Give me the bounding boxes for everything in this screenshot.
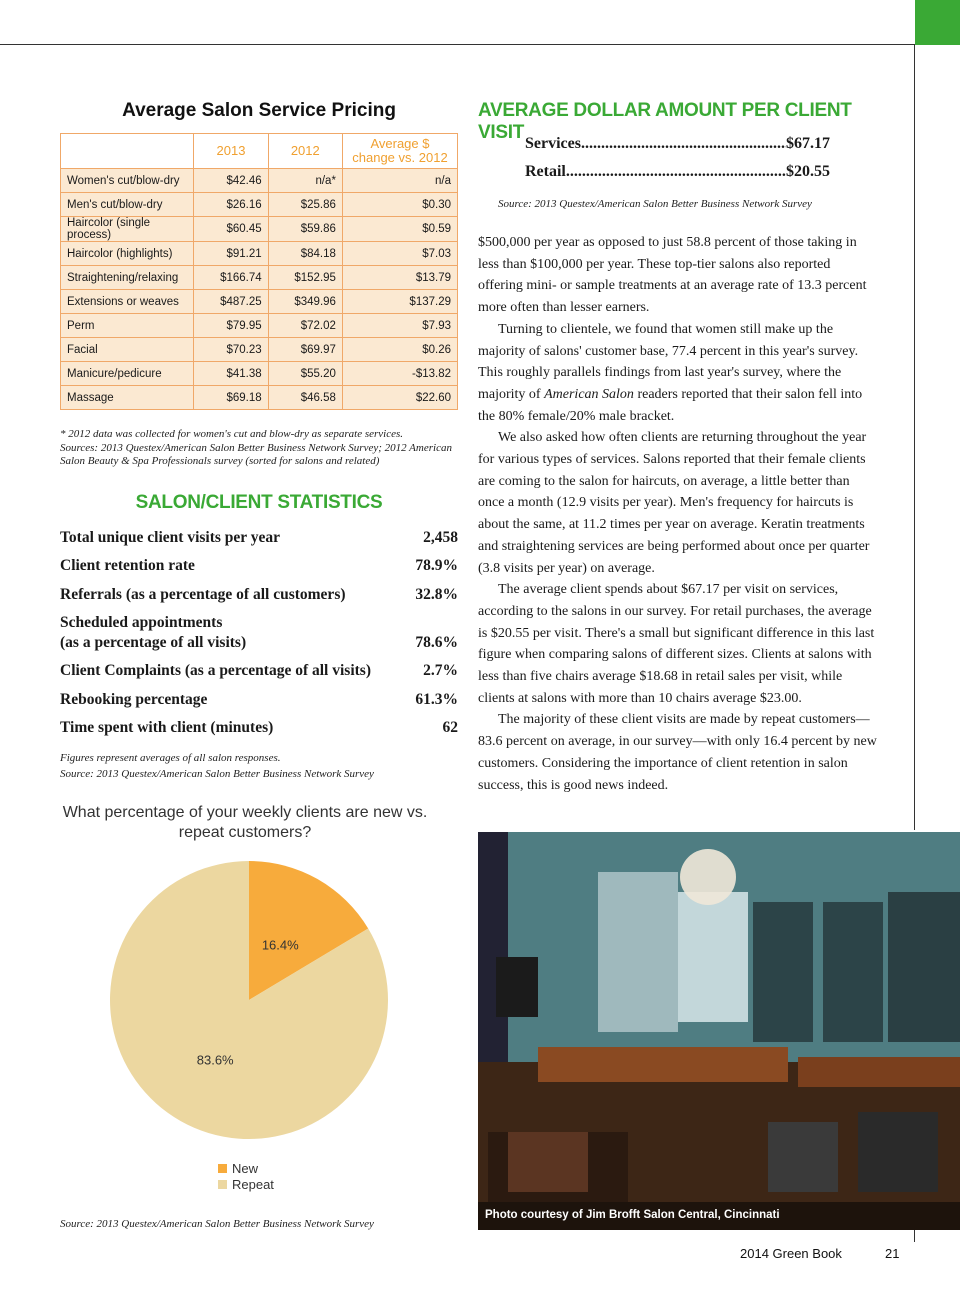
article-text: readers reported that their salon fell into the 80% female/20% male bracket. [478,386,863,424]
table-row [61,242,458,266]
service-name: Perm [61,314,194,338]
stat-value: 32.8% [415,586,458,603]
pricing-table [60,133,458,410]
price-change: $7.93 [342,314,457,338]
pricing-header-change: Average $ change vs. 2012 [342,134,457,169]
pricing-header-2013: 2013 [194,134,268,169]
stat-value: 78.6% [415,634,458,651]
price-2013: $41.38 [194,362,268,386]
stat-value: 2,458 [423,529,458,546]
stat-value: 2.7% [423,662,458,679]
stat-row [60,690,458,710]
pricing-footnote: * 2012 data was collected for women's cut and blow-dry as separate services. [60,428,404,440]
stat-label-line1: Scheduled appointments [60,614,223,631]
service-name: Manicure/pedicure [61,362,194,386]
right-rule-bottom [914,1230,915,1242]
table-row [61,314,458,338]
price-change: $0.26 [342,338,457,362]
price-2012: $72.02 [268,314,342,338]
stat-label: Client Complaints (as a percentage of all visits) [60,662,371,679]
article-text: Turning to clientele, we found that women still make up the majority of salons' customer base, 77.4 percent in this year's survey. This roughly parallels findings from last year's survey, where the majority of [478,321,859,402]
table-row [61,193,458,217]
price-2012: $46.58 [268,386,342,410]
price-2013: $79.95 [194,314,268,338]
article-paragraph: We also asked how often clients are returning throughout the year for various types of services. Salons reported that their female clients are coming to the salon for haircuts, on average, a little better than once a month (12.9 visits per year). Men's frequency for haircuts is about the same, at 11.2 times per year on average. Keratin treatments and straightening services are being performed about once per quarter (3.8 visits per year) on average. [478,430,870,576]
legend-label-repeat: Repeat [232,1177,274,1192]
article-italic-title: American Salon [544,386,634,402]
stat-label: Referrals (as a percentage of all customers) [60,586,346,603]
stat-row [60,556,458,576]
article-paragraph [478,319,878,428]
leader-dots [581,135,786,153]
stats-source: Source: 2013 Questex/American Salon Better Business Network Survey [60,768,374,780]
price-2012: $84.18 [268,242,342,266]
article-paragraph: The average client spends about $67.17 per visit on services, according to the salons in our survey. For retail purchases, the average is $20.55 per visit. There's a small but significant difference in this last figure when comparing salons of different sizes. Clients at salons with less than five chairs average $18.68 in retail sales per visit, while clients at salons with more than 10 chairs average $23.00. [478,582,875,706]
pie-label-repeat: 83.6% [196,1052,234,1068]
price-2013: $166.74 [194,266,268,290]
leader-dots [566,163,786,181]
price-2012: $152.95 [268,266,342,290]
top-rule [0,44,915,45]
price-2013: $487.25 [194,290,268,314]
legend-label-new: New [232,1161,259,1176]
avg-visit-source: Source: 2013 Questex/American Salon Better Business Network Survey [498,198,812,210]
table-row [61,266,458,290]
price-2012: $25.86 [268,193,342,217]
avg-services-value: $67.17 [786,135,830,152]
pricing-header-blank [61,134,194,169]
price-2012: $349.96 [268,290,342,314]
page-number: 21 [885,1246,900,1261]
green-corner-tab [915,0,960,45]
service-name: Haircolor (single process) [61,217,194,242]
pie-legend [218,1161,274,1193]
stat-label: Total unique client visits per year [60,529,281,546]
service-name: Massage [61,386,194,410]
price-2013: $91.21 [194,242,268,266]
price-change: $7.03 [342,242,457,266]
service-name: Extensions or weaves [61,290,194,314]
legend-swatch-repeat [218,1180,227,1189]
table-row [61,217,458,242]
stat-value: 62 [442,719,458,736]
pie-source: Source: 2013 Questex/American Salon Better Business Network Survey [60,1218,374,1230]
price-2013: $69.18 [194,386,268,410]
avg-services-line [525,135,830,153]
article-paragraph: $500,000 per year as opposed to just 58.8 percent of those taking in less than $100,000 per year. These top-tier salons also reported offering mini- or sample treatments at an average rate of 13.3 percent more often than lesser earners. [478,235,867,316]
stat-value: 61.3% [415,691,458,708]
price-2013: $26.16 [194,193,268,217]
stat-value: 78.9% [415,557,458,574]
service-name: Straightening/relaxing [61,266,194,290]
pricing-header-2012: 2012 [268,134,342,169]
pricing-sources: Sources: 2013 Questex/American Salon Better Business Network Survey; 2012 American Salon Beauty & Spa Professionals survey (sorted for salons and related) [60,441,452,467]
table-row [61,362,458,386]
price-change: $137.29 [342,290,457,314]
avg-visit-title: AVERAGE DOLLAR AMOUNT PER CLIENT VISIT [478,100,852,143]
salon-photo [478,832,960,1230]
pricing-title: Average Salon Service Pricing [122,100,396,121]
stat-label: Time spent with client (minutes) [60,719,274,736]
right-rule [914,45,915,830]
service-name: Haircolor (highlights) [61,242,194,266]
price-change: $0.30 [342,193,457,217]
stats-title: SALON/CLIENT STATISTICS [135,492,383,513]
article-paragraph: The majority of these client visits are made by repeat customers—83.6 percent on average, in our survey—with only 16.4 percent by new customers. Considering the importance of client retention in salon success, this is good news indeed. [478,712,877,793]
pricing-header-row [61,134,458,169]
service-name: Women's cut/blow-dry [61,169,194,193]
legend-item-repeat [218,1177,274,1193]
price-2012: n/a* [268,169,342,193]
stat-label: Rebooking percentage [60,691,208,708]
legend-swatch-new [218,1164,227,1173]
stat-row [60,661,458,681]
price-2013: $42.46 [194,169,268,193]
table-row [61,386,458,410]
pricing-notes [60,428,460,469]
avg-retail-line [525,163,830,181]
price-change: n/a [342,169,457,193]
stat-label: Client retention rate [60,557,195,574]
avg-services-label: Services [525,135,581,152]
price-2012: $59.86 [268,217,342,242]
price-2012: $55.20 [268,362,342,386]
stat-row [60,528,458,548]
stat-label [60,613,246,653]
price-2013: $70.23 [194,338,268,362]
price-2012: $69.97 [268,338,342,362]
stat-row [60,718,458,738]
pie-chart [60,860,440,1160]
table-row [61,338,458,362]
table-row [61,290,458,314]
footer-publication: 2014 Green Book [740,1246,842,1261]
stats-figures-note: Figures represent averages of all salon responses. [60,752,281,764]
price-2013: $60.45 [194,217,268,242]
pie-chart-title: What percentage of your weekly clients are new vs. repeat customers? [62,804,428,841]
pie-label-new: 16.4% [261,937,299,953]
stats-notes [60,750,460,782]
stat-label-line2: (as a percentage of all visits) [60,634,247,651]
price-change: -$13.82 [342,362,457,386]
price-change: $13.79 [342,266,457,290]
stat-row [60,613,458,653]
table-row [61,169,458,193]
article-body [478,232,878,796]
stat-row [60,585,458,605]
avg-retail-value: $20.55 [786,163,830,180]
photo-credit: Photo courtesy of Jim Brofft Salon Central, Cincinnati [485,1209,780,1221]
service-name: Facial [61,338,194,362]
price-change: $0.59 [342,217,457,242]
avg-retail-label: Retail [525,163,566,180]
salon-interior-image [478,832,960,1230]
service-name: Men's cut/blow-dry [61,193,194,217]
legend-item-new [218,1161,274,1177]
price-change: $22.60 [342,386,457,410]
